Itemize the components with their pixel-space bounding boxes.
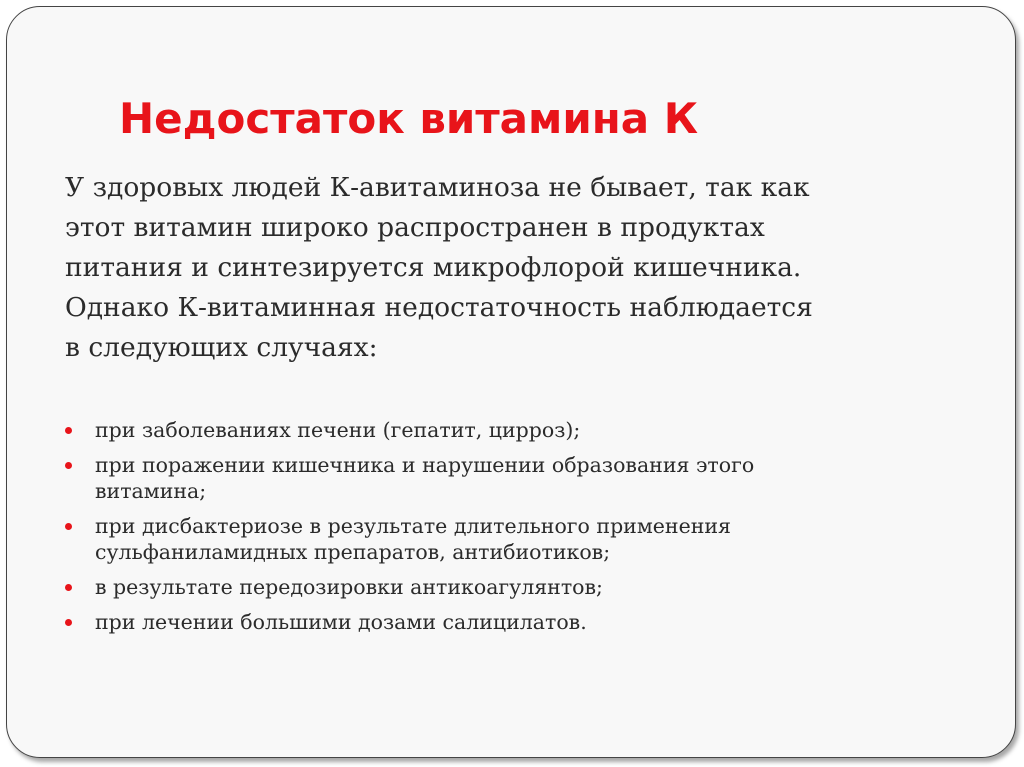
intro-line: У здоровых людей К-авитаминоза не бывает, так как [65, 172, 810, 203]
list-item [65, 609, 945, 635]
list-item-text: при лечении большими дозами салицилатов. [95, 610, 587, 634]
slide-frame [6, 6, 1016, 758]
list-item-text: в результате передозировки антикоагулянтов; [95, 575, 603, 599]
intro-line: Однако К-витаминная недостаточность наблюдается [65, 292, 813, 323]
list-item [65, 417, 945, 443]
list-item-text: при дисбактериозе в результате длительного применения [95, 514, 731, 538]
intro-line: питания и синтезируется микрофлорой кишечника. [65, 252, 802, 283]
bullet-dot-icon [65, 619, 72, 626]
list-item-text: при заболеваниях печени (гепатит, цирроз); [95, 418, 581, 442]
list-item-text: сульфаниламидных препаратов, антибиотиков; [95, 540, 611, 564]
bullet-dot-icon [65, 427, 72, 434]
list-item [65, 452, 945, 504]
bullet-list [65, 417, 945, 644]
bullet-dot-icon [65, 523, 72, 530]
intro-paragraph [65, 168, 965, 368]
list-item [65, 513, 945, 565]
slide-title: Недостаток витамина К [119, 94, 699, 143]
intro-line: в следующих случаях: [65, 332, 378, 363]
list-item [65, 574, 945, 600]
list-item-text: витамина; [95, 479, 207, 503]
intro-line: этот витамин широко распространен в продуктах [65, 212, 765, 243]
list-item-text: при поражении кишечника и нарушении образования этого [95, 453, 755, 477]
bullet-dot-icon [65, 462, 72, 469]
bullet-dot-icon [65, 584, 72, 591]
